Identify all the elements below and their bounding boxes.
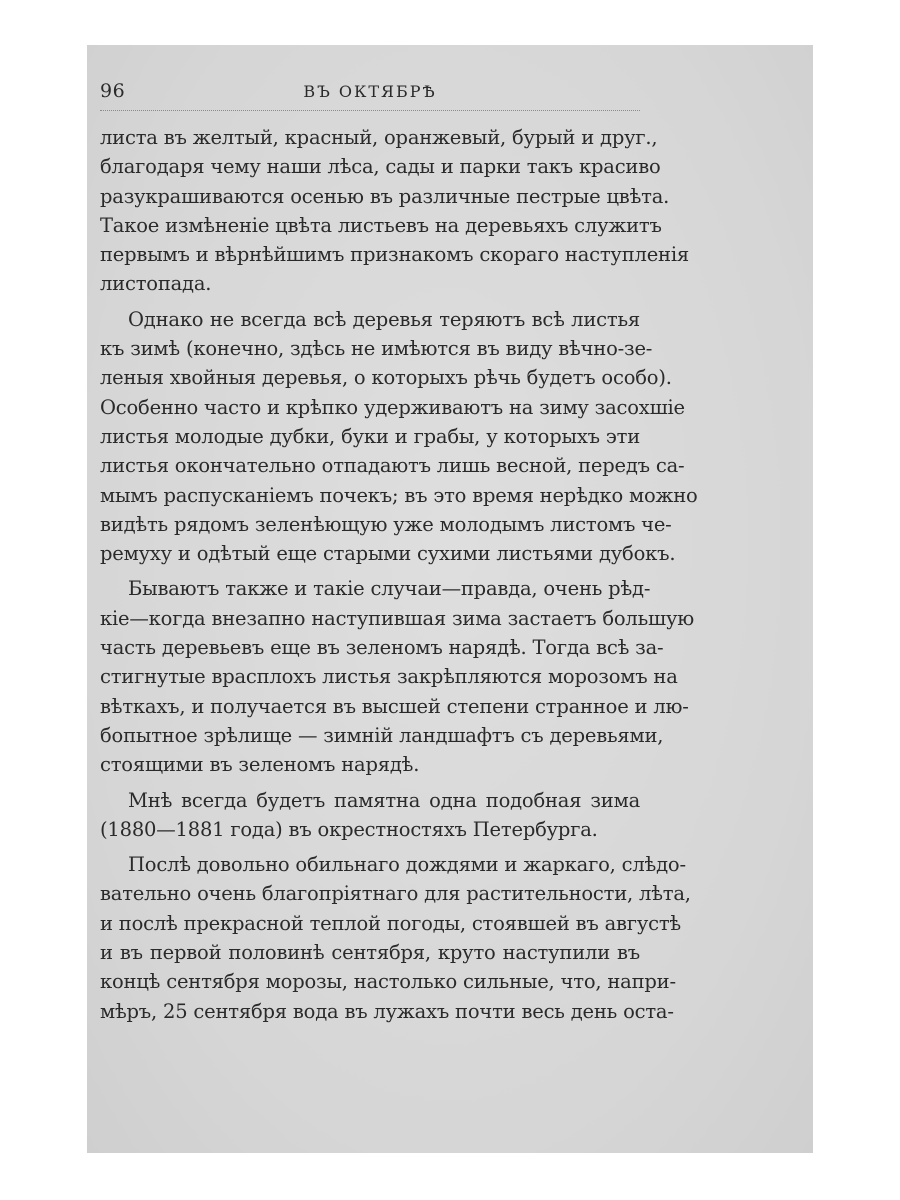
text-line: вательно очень благопріятнаго для растительности, лѣта, [100, 882, 691, 906]
text-line: Однако не всегда всѣ деревья теряютъ всѣ листья [128, 307, 640, 331]
text-line: видѣть рядомъ зеленѣющую уже молодымъ листомъ че- [100, 512, 672, 536]
text-line: леныя хвойныя деревья, о которыхъ рѣчь будетъ особо). [100, 366, 672, 390]
text-line: и послѣ прекрасной теплой погоды, стоявшей въ августѣ [100, 911, 681, 935]
text-line: мѣръ, 25 сентября вода въ лужахъ почти весь день оста- [100, 999, 674, 1023]
page-number: 96 [100, 80, 126, 102]
text-line: благодаря чему наши лѣса, сады и парки такъ красиво [100, 155, 661, 179]
text-line: концѣ сентября морозы, настолько сильные, что, напри- [100, 970, 676, 994]
text-line: листопада. [100, 272, 212, 296]
text-line: листья окончательно отпадаютъ лишь весной, передъ са- [100, 454, 685, 478]
text-line: Мнѣ всегда будетъ памятна одна подобная зима [128, 788, 640, 812]
text-line: кіе—когда внезапно наступившая зима застаетъ большую [100, 606, 694, 630]
text-line: часть деревьевъ еще въ зеленомъ нарядѣ. Тогда всѣ за- [100, 636, 664, 660]
text-line: разукрашиваются осенью въ различные пестрые цвѣта. [100, 184, 670, 208]
text-line: листья молодые дубки, буки и грабы, у которыхъ эти [100, 424, 640, 448]
paragraph [100, 123, 689, 299]
text-line: стоящими въ зеленомъ нарядѣ. [100, 753, 420, 777]
page-body [100, 123, 698, 1026]
page-header [100, 80, 640, 111]
text-line: ремуху и одѣтый еще старыми сухими листьями дубокъ. [100, 542, 676, 566]
text-line: бопытное зрѣлище — зимній ландшафтъ съ деревьями, [100, 723, 664, 747]
text-line: и въ первой половинѣ сентября, круто наступили въ [100, 941, 640, 965]
text-line: вѣткахъ, и получается въ высшей степени странное и лю- [100, 694, 689, 718]
running-title: ВЪ ОКТЯБРѢ [303, 82, 437, 101]
text-line: листа въ желтый, красный, оранжевый, бурый и друг., [100, 126, 658, 149]
paragraph [100, 574, 694, 779]
text-line: стигнутые врасплохъ листья закрѣпляются морозомъ на [100, 665, 678, 689]
paragraph [100, 305, 698, 569]
text-line: Бываютъ также и такіе случаи—правда, очень рѣд- [128, 577, 651, 601]
text-line: первымъ и вѣрнѣйшимъ признакомъ скораго наступленія [100, 243, 689, 267]
text-line: къ зимѣ (конечно, здѣсь не имѣются въ виду вѣчно-зе- [100, 337, 653, 361]
text-line: Послѣ довольно обильнаго дождями и жаркаго, слѣдо- [128, 853, 686, 877]
text-line: (1880—1881 года) въ окрестностяхъ Петербурга. [100, 817, 598, 841]
text-line: Такое измѣненіе цвѣта листьевъ на деревьяхъ служитъ [100, 213, 662, 237]
book-page [100, 80, 698, 1026]
text-line: мымъ распусканіемъ почекъ; въ это время нерѣдко можно [100, 483, 698, 507]
paragraph [100, 850, 691, 1026]
text-line: Особенно часто и крѣпко удерживаютъ на зиму засохшіе [100, 395, 685, 419]
paragraph [100, 786, 640, 845]
